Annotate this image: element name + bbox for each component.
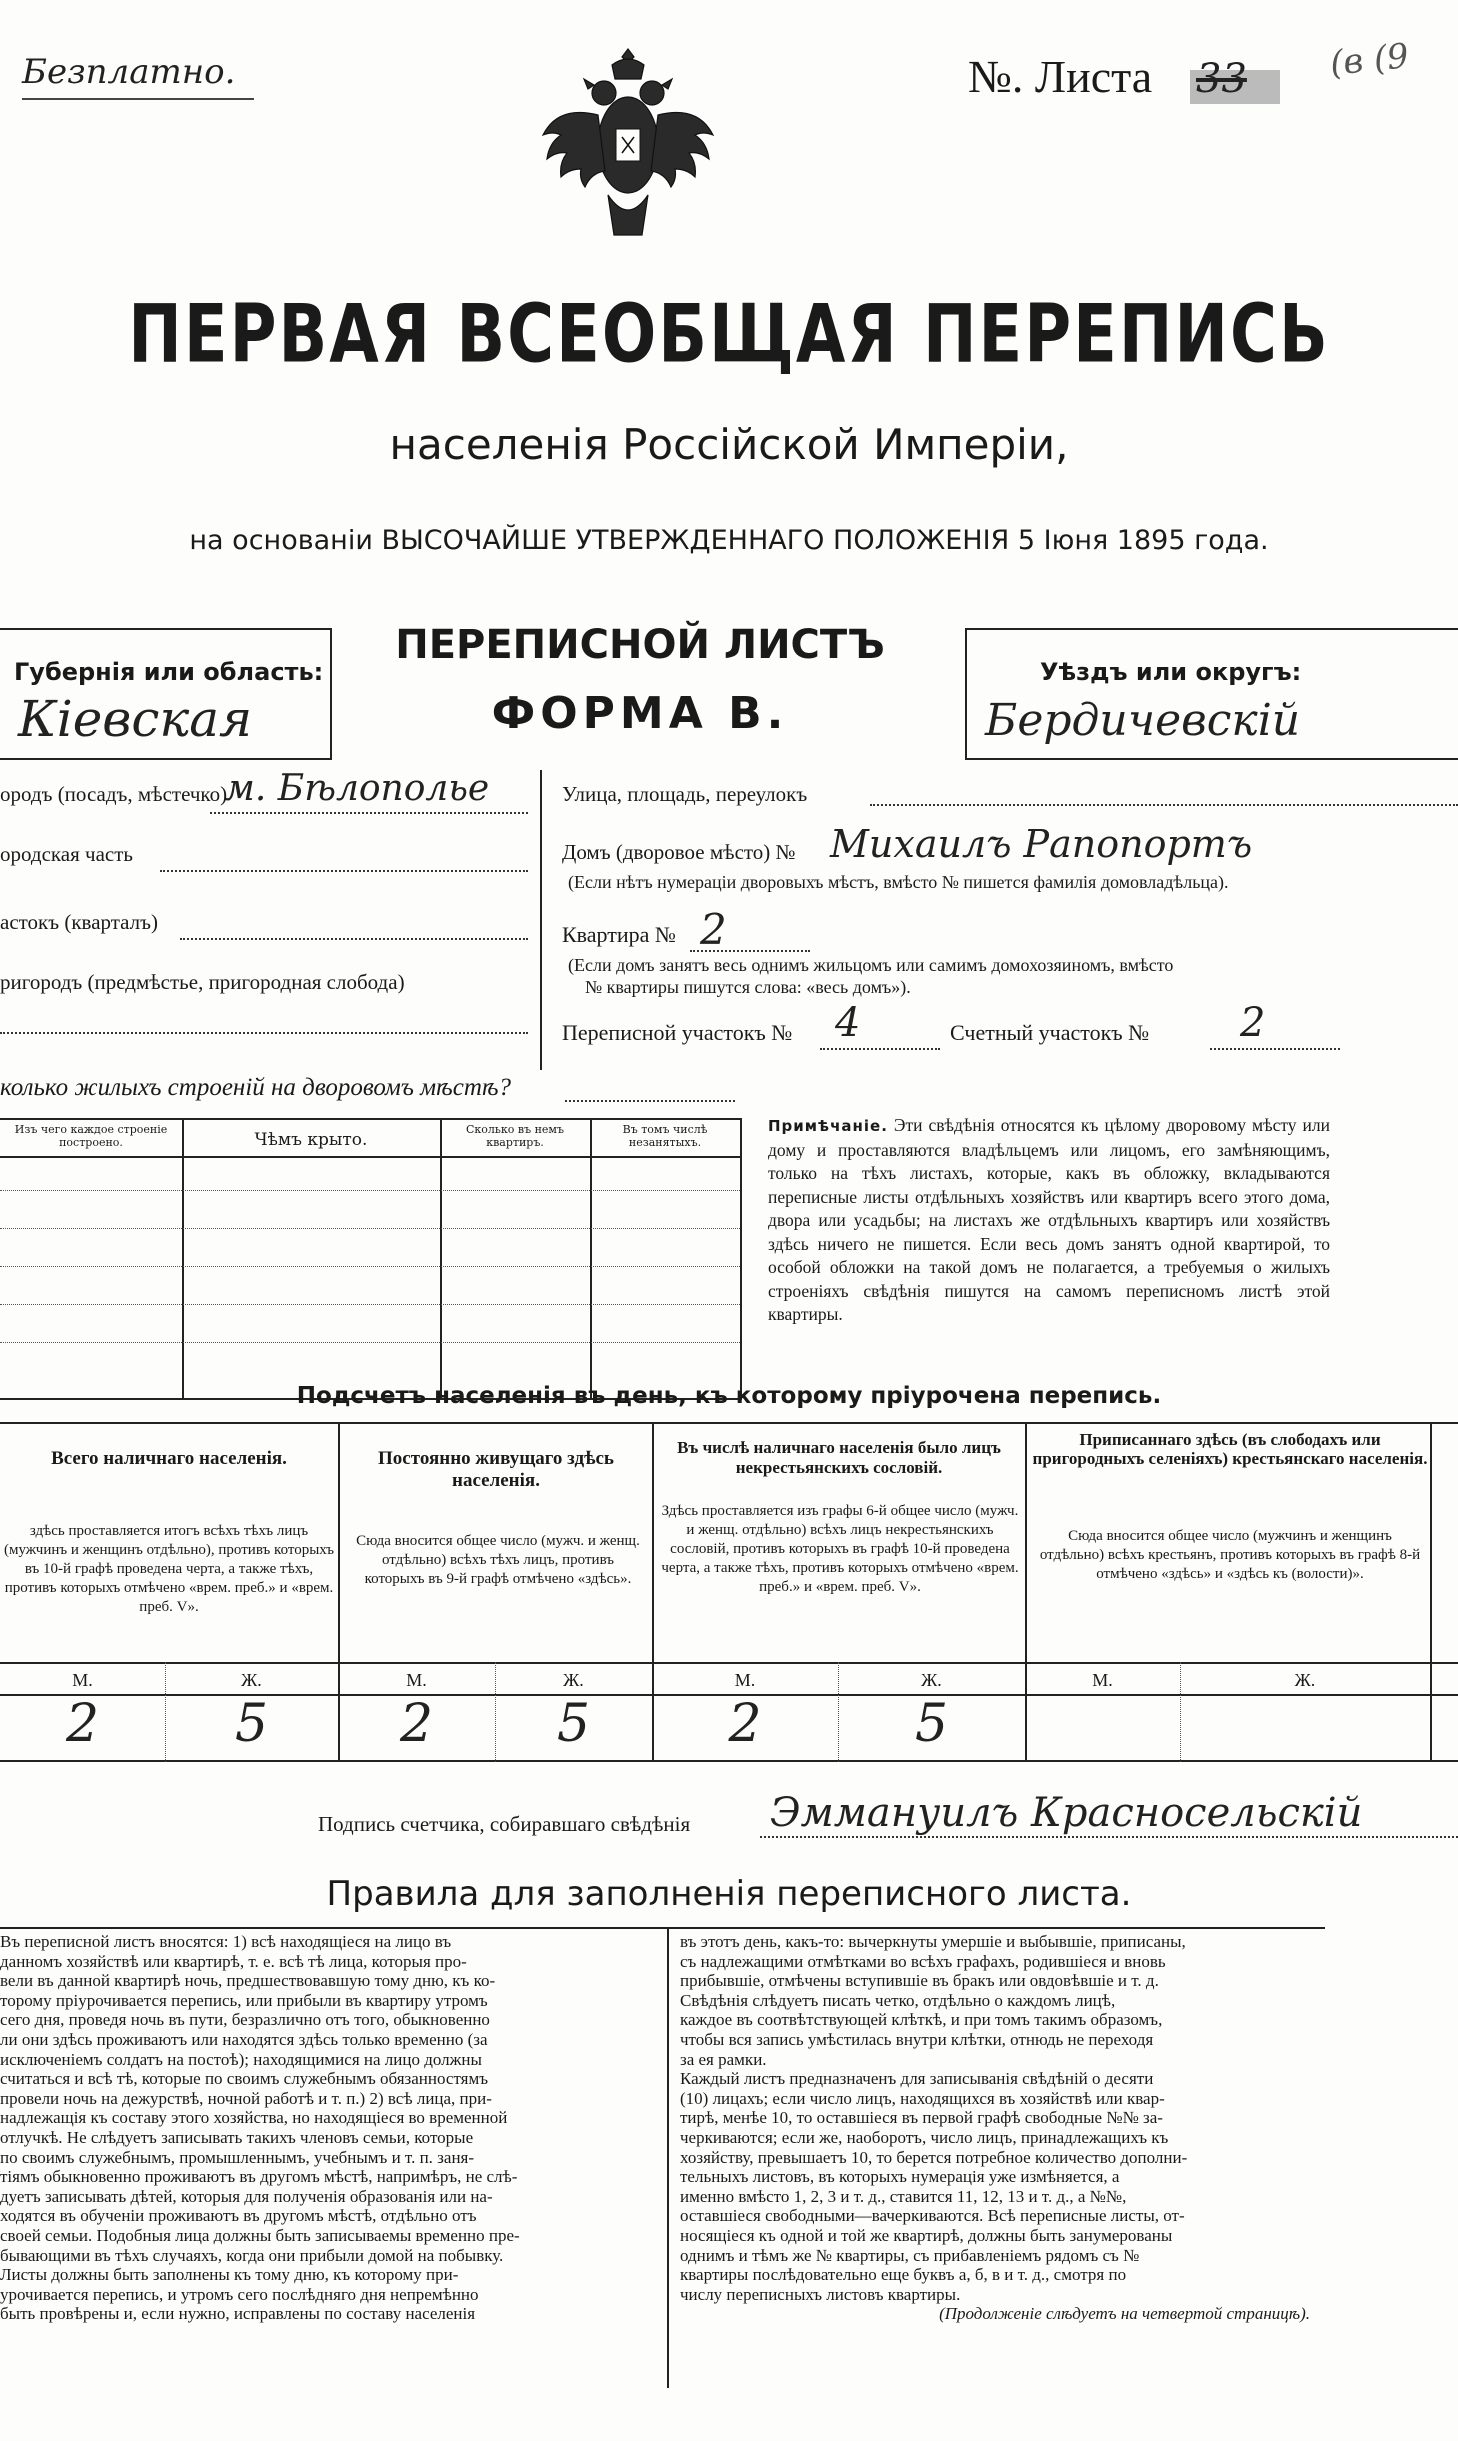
province-box-bottom: [0, 758, 332, 760]
count-col1-text: здѣсь проставляется итогъ всѣхъ тѣхъ лицъ (мужчинъ и женщинъ отдѣльно), противъ которыхъ въ 10-й графѣ проведена черта, а также тѣхъ, противъ которыхъ отмѣчено «врем. преб.» и «врем. преб. V».: [4, 1523, 334, 1615]
count-area-label: Счетный участокъ №: [950, 1020, 1150, 1045]
sheet-number-label: №. Листа: [968, 51, 1153, 102]
rules-line: ли они здѣсь проживаютъ или находятся здѣсь только временно (за: [0, 2029, 488, 2049]
count-value: 5: [556, 1694, 591, 1754]
apartment-note-1: (Если домъ занятъ весь однимъ жильцомъ или самимъ домохозяиномъ, вмѣсто: [568, 955, 1174, 975]
rules-line: Свѣдѣнія слѣдуетъ писать четко, отдѣльно о каждомъ лицѣ,: [680, 1990, 1116, 2010]
rules-line: числу переписныхъ листовъ квартиры.: [680, 2284, 961, 2304]
count-m-header: М.: [1092, 1670, 1113, 1690]
signature-value: Эммануилъ Красносельскій: [770, 1790, 1363, 1836]
sheet-number-value: 33: [1196, 56, 1247, 102]
rules-line: (10) лицахъ; если число лицъ, находящихся въ хозяйствѣ или квар-: [680, 2088, 1165, 2108]
count-f-header: Ж.: [563, 1670, 584, 1690]
subtitle: населенія Россійской Имперіи,: [389, 420, 1069, 469]
address-divider: [540, 770, 542, 1070]
buildings-col-sep: [182, 1120, 184, 1398]
signature-line: [760, 1836, 1458, 1838]
street-label: Улица, площадь, переулокъ: [562, 782, 808, 806]
house-note: (Если нѣтъ нумераціи дворовыхъ мѣстъ, вмѣсто № пишется фамилія домовладѣльца).: [568, 872, 1229, 892]
buildings-header-material: Изъ чего каждое строеніе построено.: [14, 1123, 168, 1149]
count-col3-head: Въ числѣ наличнаго населенія было лицъ некрестьянскихъ сословій.: [677, 1438, 1001, 1477]
rules-line: данномъ хозяйствѣ или квартирѣ, т. е. всѣ тѣ лица, которыя про-: [0, 1951, 467, 1971]
rules-line: торому пріурочивается перепись, или прибыли въ квартиру утромъ: [0, 1990, 488, 2010]
count-value: 2: [399, 1694, 434, 1754]
house-value: Михаилъ Рапопортъ: [830, 822, 1253, 866]
rules-line: своей семьи. Подобныя лица должны быть записываемы временно пре-: [0, 2225, 520, 2245]
count-value: 2: [65, 1694, 100, 1754]
main-title: ПЕРВАЯ ВСЕОБЩАЯ ПЕРЕПИСЬ: [128, 288, 1330, 382]
count-col2-text: Сюда вносится общее число (мужч. и женщ. отдѣльно) всѣхъ тѣхъ лицъ, противъ которыхъ въ 9-й графѣ отмѣчено «здѣсь».: [356, 1533, 640, 1587]
province-box-right: [330, 628, 332, 760]
buildings-row-line: [0, 1342, 740, 1343]
census-area-value: 4: [835, 1000, 861, 1046]
rules-line: хозяйству, превышаетъ 10, то берется потребное количество дополни-: [680, 2147, 1188, 2167]
rules-line: Въ переписной листъ вносятся: 1) всѣ находящіеся на лицо въ: [0, 1932, 452, 1951]
rules-line: за ея рамки.: [680, 2049, 767, 2069]
district-box-left: [965, 628, 967, 760]
rules-line: черкиваются; если же, наоборотъ, число лицъ, принадлежащихъ къ: [680, 2127, 1169, 2147]
rules-line: бывающими въ тѣхъ случаяхъ, когда они прибыли домой на побывку.: [0, 2245, 504, 2265]
count-f-header: Ж.: [1294, 1670, 1316, 1690]
street-line: [870, 804, 1458, 806]
apartment-value: 2: [700, 905, 727, 954]
rules-line: вели въ данной квартирѣ ночь, предшествовавшую тому дню, къ ко-: [0, 1971, 496, 1991]
buildings-header-line: [0, 1156, 740, 1158]
city-part-line: [160, 870, 528, 872]
buildings-question: колько жилыхъ строеній на дворовомъ мѣстѣ?: [0, 1074, 512, 1101]
rules-left-column: [0, 1932, 652, 2324]
buildings-header-vacant: Въ томъ числѣ незанятыхъ.: [622, 1123, 708, 1149]
census-area-label: Переписной участокъ №: [562, 1020, 793, 1045]
rules-line: оставшіеся свободными—вачеркиваются. Всѣ переписные листы, от-: [680, 2206, 1185, 2226]
buildings-answer-line: [565, 1100, 735, 1102]
province-label: Губернія или область:: [14, 658, 324, 686]
double-headed-eagle-emblem: [538, 45, 718, 250]
count-col2-head: Постоянно живущаго здѣсь населенія.: [378, 1448, 614, 1491]
rules-line: исключеніемъ солдатъ на постоѣ); находящимися на лицо должны: [0, 2049, 482, 2069]
rules-right-column: [680, 1932, 1330, 2324]
rules-line: дуетъ записывать дѣтей, которыя для полученія образованія или на-: [0, 2186, 493, 2206]
buildings-header-apartments: Сколько въ немъ квартиръ.: [466, 1123, 564, 1149]
rules-title: Правила для заполненія переписного листа.: [326, 1874, 1132, 1914]
count-m-header: М.: [72, 1670, 93, 1690]
rules-line: провели ночь на дежурствѣ, ночной работѣ и т. п.) 2) всѣ лица, при-: [0, 2088, 492, 2108]
note-text: Эти свѣдѣнія относятся къ цѣлому дворовому мѣсту или дому и проставляются владѣльцемъ или лицомъ, его замѣняющимъ, только на тѣхъ листахъ, которые, какъ въ обложку, вкладываются переписные листы отдѣльныхъ хозяйствъ или квартиръ всего этого дома, двора или усадьбы; на листахъ же отдѣльныхъ квартиръ или хозяйствъ здѣсь ничего не пишется. Если весь домъ занятъ одной квартирой, то особой обложки на такой домъ не полагается, а требуемыя о жилыхъ строеніяхъ свѣдѣнія пишутся на самомъ переписномъ листѣ этой квартиры.: [768, 1115, 1331, 1324]
count-col1-head: Всего наличнаго населенія.: [51, 1448, 287, 1469]
rules-line: прибывшіе, отмѣчены вступившіе въ бракъ или овдовѣвшіе и т. д.: [680, 1971, 1159, 1991]
buildings-row-line: [0, 1266, 740, 1267]
buildings-col-sep: [440, 1120, 442, 1398]
rules-line: ходятся въ обученіи проживаютъ въ другомъ мѣстѣ, отдѣльно отъ: [0, 2206, 477, 2226]
count-title: Подсчетъ населенія въ день, къ которому пріурочена перепись.: [296, 1383, 1162, 1409]
buildings-row-line: [0, 1304, 740, 1305]
province-value: Кіевская: [18, 690, 253, 748]
rules-continued: (Продолженіе слѣдуетъ на четвертой страницѣ).: [939, 2304, 1310, 2324]
buildings-header-roof: Чѣмъ крыто.: [254, 1130, 368, 1150]
note-label: Примѣчаніе.: [768, 1117, 888, 1135]
count-col4-text: Сюда вносится общее число (мужчинъ и женщинъ отдѣльно) всѣхъ крестьянъ, противъ которыхъ въ графѣ 8-й отмѣчено «здѣсь» и «здѣсь къ (волости)».: [1039, 1528, 1421, 1582]
census-area-line: [820, 1048, 940, 1050]
note-block: [768, 1114, 1330, 1327]
rules-line: въ этотъ день, какъ-то: вычеркнуты умершіе и выбывшіе, приписаны,: [680, 1932, 1186, 1951]
rules-line: тельныхъ листовъ, въ которыхъ нумерація уже измѣняется, а: [680, 2167, 1120, 2187]
suburb-line: [0, 1032, 528, 1034]
rules-line: отлучкѣ. Не слѣдуетъ записывать такихъ членовъ семьи, которые: [0, 2127, 474, 2147]
rules-line: чтобы вся запись умѣстилась внутри клѣтки, отнюдь не переходя: [680, 2029, 1154, 2049]
count-value: 5: [914, 1694, 949, 1754]
apartment-note-2: № квартиры пишутся слова: «весь домъ»).: [585, 977, 911, 997]
form-name: ФОРМА В.: [491, 688, 789, 739]
basis-line: на основаніи ВЫСОЧАЙШЕ УТВЕРЖДЕННАГО ПОЛОЖЕНІЯ 5 Іюня 1895 года.: [189, 525, 1269, 556]
rules-line: сего дня, проведя ночь въ пути, безразлично отъ того, обыкновенно: [0, 2010, 490, 2030]
rules-line: тіямъ обыкновенно проживаютъ въ другомъ мѣстѣ, напримѣръ, не слѣ-: [0, 2167, 518, 2187]
province-box-top: [0, 628, 330, 630]
apartment-line: [690, 950, 810, 952]
rules-line: квартиры послѣдовательно еще буквъ а, б, в и т. д., смотря по: [680, 2265, 1127, 2285]
rules-line: по своимъ служебнымъ, промышленнымъ, учебнымъ и т. п. заня-: [0, 2147, 475, 2167]
suburb-label: ригородъ (предмѣстье, пригородная слобода): [0, 970, 405, 994]
rules-top-rule: [0, 1927, 1325, 1929]
count-value: 5: [234, 1694, 269, 1754]
rules-line: Каждый листъ предназначенъ для записыванія свѣдѣній о десяти: [680, 2069, 1154, 2089]
district-label: Уѣздъ или округъ:: [1040, 658, 1302, 686]
buildings-table: [0, 1118, 742, 1400]
count-col4-head: Приписаннаго здѣсь (въ слободахъ или пригородныхъ селеніяхъ) крестьянскаго населенія.: [1032, 1430, 1428, 1468]
apartment-label: Квартира №: [562, 922, 676, 947]
rules-line: Листы должны быть заполнены къ тому дню, къ которому при-: [0, 2265, 459, 2285]
count-col3-text: Здѣсь проставляется изъ графы 6-й общее число (мужч. и женщ. отдѣльно) всѣхъ лицъ некрестьянскихъ сословій, противъ которыхъ въ графѣ 10-й проведена черта, а также тѣхъ, противъ которыхъ отмѣчено «врем. преб.» и «врем. преб. V».: [661, 1503, 1019, 1595]
rules-line: съ надлежащими отмѣтками во всѣхъ графахъ, родившіеся и вновь: [680, 1951, 1166, 1971]
rules-line: урочивается перепись, и утромъ сего послѣдняго дня непремѣнно: [0, 2284, 479, 2304]
rules-line: каждое въ соотвѣтствующей клѣткѣ, и при томъ такимъ образомъ,: [680, 2010, 1163, 2030]
signature-label: Подпись счетчика, собиравшаго свѣдѣнія: [318, 1812, 691, 1836]
precinct-label: астокъ (кварталъ): [0, 910, 159, 934]
district-box-top: [965, 628, 1458, 630]
count-area-line: [1210, 1048, 1340, 1050]
free-label: Безплатно.: [22, 52, 236, 92]
city-part-label: ородская часть: [0, 842, 133, 866]
buildings-row-line: [0, 1190, 740, 1191]
count-area-value: 2: [1240, 1000, 1266, 1046]
rules-line: тирѣ, менѣе 10, то оставшіеся въ первой графѣ свободные №№ за-: [680, 2108, 1163, 2128]
rules-line: именно вмѣсто 1, 2, 3 и т. д., ставится 11, 12, 13 и т. д., а №№,: [680, 2186, 1127, 2206]
house-label: Домъ (дворовое мѣсто) №: [562, 840, 796, 864]
district-value: Бердичевскій: [985, 695, 1301, 746]
rules-line: считаться и всѣ тѣ, которые по своимъ служебнымъ обязанностямъ: [0, 2069, 489, 2089]
count-table: [0, 1422, 1458, 1762]
count-f-header: Ж.: [241, 1670, 262, 1690]
count-m-header: М.: [406, 1670, 427, 1690]
buildings-row-line: [0, 1228, 740, 1229]
rules-line: быть провѣрены и, если нужно, исправлены по составу населенія: [0, 2304, 476, 2324]
count-f-header: Ж.: [921, 1670, 942, 1690]
form-title: ПЕРЕПИСНОЙ ЛИСТЪ: [395, 622, 885, 668]
rules-line: однимъ и тѣмъ же № квартиры, съ прибавленіемъ рядомъ съ №: [680, 2245, 1140, 2265]
free-underline: [22, 98, 254, 100]
rules-line: носящіеся къ одной и той же квартирѣ, должны быть занумерованы: [680, 2225, 1173, 2245]
city-line: [210, 812, 528, 814]
precinct-line: [180, 938, 528, 940]
city-label: ородъ (посадъ, мѣстечко): [0, 782, 228, 806]
count-m-header: М.: [734, 1670, 756, 1690]
district-box-bottom: [965, 758, 1458, 760]
rules-column-divider: [667, 1928, 669, 2388]
count-value: 2: [728, 1694, 762, 1754]
margin-note: (в (9: [1328, 35, 1411, 85]
buildings-col-sep: [590, 1120, 592, 1398]
rules-line: надлежащія къ составу этого хозяйства, но находящіеся во временной: [0, 2108, 508, 2128]
city-value: м. Бѣлополье: [225, 768, 490, 809]
